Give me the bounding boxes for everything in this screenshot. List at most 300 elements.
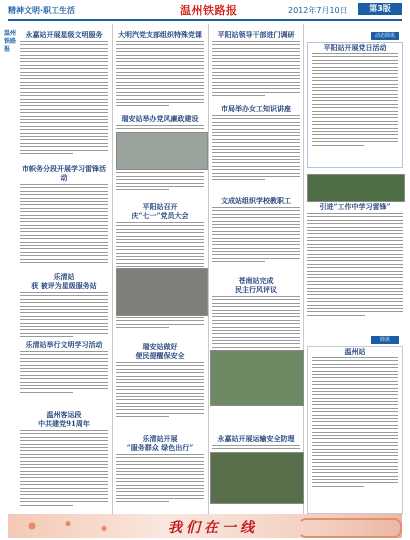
text-line bbox=[20, 295, 108, 296]
article-headline: 平阳站领导干部进门调研 bbox=[217, 30, 295, 39]
article-body bbox=[20, 184, 108, 264]
article-body bbox=[307, 213, 403, 316]
text-line bbox=[312, 411, 398, 412]
text-line bbox=[212, 214, 300, 215]
text-line bbox=[20, 139, 108, 140]
text-line bbox=[312, 134, 398, 135]
text-line bbox=[312, 415, 398, 416]
text-line bbox=[20, 333, 108, 334]
text-line bbox=[20, 248, 108, 249]
text-line bbox=[20, 65, 108, 66]
text-line bbox=[116, 51, 204, 52]
text-line bbox=[212, 251, 300, 252]
text-line bbox=[212, 65, 300, 66]
text-line bbox=[312, 97, 398, 98]
text-line bbox=[312, 111, 398, 112]
text-line bbox=[212, 122, 300, 123]
text-line bbox=[20, 306, 108, 307]
text-line bbox=[20, 450, 108, 451]
text-line bbox=[307, 213, 403, 214]
text-line bbox=[312, 53, 398, 54]
text-line bbox=[312, 442, 398, 443]
article bbox=[212, 104, 300, 192]
text-line bbox=[116, 183, 204, 184]
text-line bbox=[20, 378, 108, 379]
text-line bbox=[212, 48, 300, 49]
text-line bbox=[312, 87, 398, 88]
text-line bbox=[116, 393, 204, 394]
text-line bbox=[20, 312, 108, 313]
text-line bbox=[116, 99, 204, 100]
text-line bbox=[307, 247, 403, 248]
text-line bbox=[116, 386, 204, 387]
text-line bbox=[20, 55, 108, 56]
text-line bbox=[312, 432, 398, 433]
text-line bbox=[312, 63, 398, 64]
text-line bbox=[116, 179, 204, 180]
text-line bbox=[116, 468, 204, 469]
column-1 bbox=[20, 24, 108, 514]
text-line bbox=[20, 433, 108, 434]
text-line bbox=[20, 215, 108, 216]
text-line bbox=[116, 48, 204, 49]
text-line bbox=[116, 389, 204, 390]
text-line bbox=[20, 92, 108, 93]
text-line bbox=[116, 454, 204, 455]
text-line bbox=[212, 75, 300, 76]
text-line bbox=[307, 277, 403, 278]
article bbox=[116, 434, 204, 514]
text-line bbox=[212, 327, 300, 328]
text-line bbox=[307, 220, 403, 221]
header-rule bbox=[8, 19, 402, 21]
text-line bbox=[116, 225, 204, 226]
article-headline: 文成站组织学校教职工 bbox=[221, 196, 291, 205]
text-line bbox=[312, 128, 398, 129]
text-line bbox=[212, 303, 300, 304]
article bbox=[20, 340, 108, 400]
text-line bbox=[307, 257, 403, 258]
text-line bbox=[116, 471, 204, 472]
text-line bbox=[20, 474, 108, 475]
column-divider bbox=[208, 24, 209, 514]
article-headline: 市局举办女工知识讲座 bbox=[221, 104, 291, 113]
text-line bbox=[20, 501, 108, 502]
text-line bbox=[212, 340, 300, 341]
text-line bbox=[20, 447, 108, 448]
text-line bbox=[212, 258, 300, 259]
text-line bbox=[20, 245, 108, 246]
text-line bbox=[212, 234, 300, 235]
text-line bbox=[20, 329, 108, 330]
text-line bbox=[116, 376, 204, 377]
text-line bbox=[212, 221, 300, 222]
text-line bbox=[212, 347, 300, 348]
text-line bbox=[116, 242, 204, 243]
text-line bbox=[20, 351, 108, 352]
text-line bbox=[212, 149, 300, 150]
text-line bbox=[312, 445, 398, 446]
text-line bbox=[20, 477, 108, 478]
news-brief-box bbox=[307, 42, 403, 168]
text-line bbox=[20, 235, 108, 236]
article-headline: 平阳站召开 庆“七一”党员大会 bbox=[131, 202, 189, 220]
text-line bbox=[116, 105, 169, 106]
article bbox=[212, 196, 300, 272]
text-line bbox=[312, 455, 398, 456]
text-line bbox=[20, 388, 108, 389]
text-line bbox=[116, 399, 204, 400]
text-line bbox=[312, 479, 398, 480]
text-line bbox=[212, 152, 300, 153]
article-headline: 引进“工作中学习雷锋” bbox=[319, 202, 391, 211]
text-line bbox=[312, 371, 398, 372]
text-line bbox=[20, 252, 108, 253]
text-line bbox=[307, 315, 365, 316]
text-line bbox=[212, 323, 300, 324]
text-line bbox=[116, 55, 204, 56]
text-line bbox=[20, 153, 73, 154]
text-line bbox=[312, 452, 398, 453]
text-line bbox=[212, 179, 265, 180]
text-line bbox=[312, 131, 398, 132]
text-line bbox=[20, 184, 108, 185]
text-line bbox=[212, 176, 300, 177]
text-line bbox=[20, 126, 108, 127]
article bbox=[20, 272, 108, 338]
text-line bbox=[212, 129, 300, 130]
text-line bbox=[20, 231, 108, 232]
text-line bbox=[116, 61, 204, 62]
text-line bbox=[312, 435, 398, 436]
text-line bbox=[212, 238, 300, 239]
text-line bbox=[312, 121, 398, 122]
text-line bbox=[20, 491, 108, 492]
text-line bbox=[312, 90, 398, 91]
text-line bbox=[20, 75, 108, 76]
text-line bbox=[116, 464, 204, 465]
text-line bbox=[212, 139, 300, 140]
text-line bbox=[20, 467, 108, 468]
article-body bbox=[212, 115, 300, 180]
text-line bbox=[212, 162, 300, 163]
text-line bbox=[116, 172, 204, 173]
text-line bbox=[20, 368, 108, 369]
text-line bbox=[307, 308, 403, 309]
text-line bbox=[116, 474, 204, 475]
text-line bbox=[212, 51, 300, 52]
article bbox=[20, 30, 108, 162]
article-body bbox=[212, 207, 300, 262]
text-line bbox=[116, 488, 204, 489]
text-line bbox=[312, 388, 398, 389]
text-line bbox=[312, 364, 398, 365]
text-line bbox=[116, 58, 204, 59]
text-line bbox=[212, 85, 300, 86]
text-line bbox=[312, 398, 398, 399]
text-line bbox=[116, 78, 204, 79]
text-line bbox=[116, 85, 204, 86]
text-line bbox=[20, 187, 108, 188]
section-tag: 动态简讯 bbox=[371, 32, 399, 40]
text-line bbox=[212, 343, 300, 344]
text-line bbox=[307, 301, 403, 302]
text-line bbox=[312, 425, 398, 426]
text-line bbox=[20, 354, 108, 355]
text-line bbox=[20, 211, 108, 212]
text-line bbox=[312, 462, 398, 463]
article-headline: 大明汽党支部组织特殊党课 bbox=[118, 30, 202, 39]
text-line bbox=[20, 371, 108, 372]
text-line bbox=[20, 336, 73, 337]
text-line bbox=[20, 361, 108, 362]
text-line bbox=[116, 379, 204, 380]
text-line bbox=[116, 65, 204, 66]
text-line bbox=[312, 107, 398, 108]
article bbox=[116, 30, 204, 112]
news-photo bbox=[210, 350, 304, 406]
text-line bbox=[212, 241, 300, 242]
text-line bbox=[312, 428, 398, 429]
text-line bbox=[116, 44, 204, 45]
issue-date: 2012年7月10日 bbox=[288, 6, 348, 15]
text-line bbox=[116, 457, 204, 458]
text-line bbox=[212, 210, 300, 211]
text-line bbox=[20, 136, 108, 137]
article bbox=[212, 30, 300, 100]
text-line bbox=[20, 48, 108, 49]
text-line bbox=[20, 481, 108, 482]
article-headline: 永嘉站开展运输安全防理 bbox=[217, 434, 295, 443]
text-line bbox=[212, 169, 300, 170]
article bbox=[20, 410, 108, 514]
text-line bbox=[20, 198, 108, 199]
text-line bbox=[20, 358, 108, 359]
article-body bbox=[116, 454, 204, 502]
footer-banner bbox=[8, 514, 402, 538]
text-line bbox=[116, 259, 204, 260]
text-line bbox=[312, 469, 398, 470]
text-line bbox=[312, 377, 398, 378]
article-headline: 乐清站 获 被评为星级服务站 bbox=[31, 272, 97, 290]
page-number: 第3版 bbox=[358, 3, 402, 15]
text-line bbox=[212, 173, 300, 174]
text-line bbox=[307, 267, 403, 268]
text-line bbox=[20, 58, 108, 59]
text-line bbox=[20, 143, 108, 144]
text-line bbox=[20, 208, 108, 209]
text-line bbox=[20, 385, 108, 386]
banner-slogan: 我们在一线 bbox=[168, 520, 258, 536]
text-line bbox=[20, 440, 108, 441]
article-body bbox=[212, 41, 300, 96]
text-line bbox=[20, 218, 108, 219]
newspaper-logo: 温州铁路报 bbox=[180, 4, 238, 17]
text-line bbox=[20, 430, 108, 431]
text-line bbox=[20, 68, 108, 69]
text-line bbox=[307, 281, 403, 282]
text-line bbox=[116, 102, 204, 103]
text-line bbox=[307, 294, 403, 295]
text-line bbox=[116, 382, 204, 383]
text-line bbox=[212, 244, 300, 245]
text-line bbox=[307, 291, 403, 292]
text-line bbox=[20, 221, 108, 222]
text-line bbox=[20, 225, 108, 226]
text-line bbox=[20, 494, 108, 495]
text-line bbox=[212, 333, 300, 334]
text-line bbox=[116, 491, 204, 492]
text-line bbox=[212, 254, 300, 255]
article-headline: 瑞安站做好 便民提醒保安全 bbox=[135, 342, 185, 360]
text-line bbox=[116, 409, 204, 410]
text-line bbox=[212, 44, 300, 45]
text-line bbox=[20, 41, 108, 42]
text-line bbox=[312, 60, 398, 61]
text-line bbox=[116, 256, 204, 257]
text-line bbox=[212, 61, 300, 62]
text-line bbox=[212, 445, 300, 446]
text-line bbox=[20, 61, 108, 62]
text-line bbox=[20, 85, 108, 86]
text-line bbox=[20, 119, 108, 120]
text-line bbox=[116, 222, 204, 223]
text-line bbox=[20, 392, 73, 393]
text-line bbox=[307, 237, 403, 238]
text-line bbox=[116, 253, 204, 254]
text-line bbox=[20, 262, 108, 263]
text-line bbox=[20, 259, 108, 260]
text-line bbox=[307, 305, 403, 306]
text-line bbox=[20, 201, 108, 202]
text-line bbox=[116, 501, 169, 502]
text-line bbox=[312, 374, 398, 375]
text-line bbox=[20, 484, 108, 485]
page-header bbox=[0, 0, 410, 22]
text-line bbox=[20, 454, 108, 455]
text-line bbox=[212, 227, 300, 228]
text-line bbox=[20, 323, 108, 324]
text-line bbox=[312, 381, 398, 382]
text-line bbox=[212, 310, 300, 311]
text-line bbox=[20, 437, 108, 438]
text-line bbox=[312, 401, 398, 402]
article-headline: 温州客运段 中共建党91周年 bbox=[38, 410, 90, 428]
text-line bbox=[312, 482, 398, 483]
text-line bbox=[20, 309, 108, 310]
text-line bbox=[116, 95, 204, 96]
text-line bbox=[116, 320, 204, 321]
text-line bbox=[116, 396, 204, 397]
text-line bbox=[20, 150, 108, 151]
text-line bbox=[20, 505, 73, 506]
text-line bbox=[212, 72, 300, 73]
text-line bbox=[116, 372, 204, 373]
section-label: 精神文明·职工生活 bbox=[8, 6, 76, 15]
text-line bbox=[312, 67, 398, 68]
text-line bbox=[116, 327, 169, 328]
text-line bbox=[20, 464, 108, 465]
text-line bbox=[116, 362, 204, 363]
text-line bbox=[116, 249, 204, 250]
text-line bbox=[20, 375, 108, 376]
text-line bbox=[116, 485, 204, 486]
text-line bbox=[116, 416, 169, 417]
column-divider bbox=[303, 24, 304, 514]
text-line bbox=[20, 95, 108, 96]
column-divider bbox=[112, 24, 113, 514]
text-line bbox=[116, 92, 204, 93]
text-line bbox=[312, 438, 398, 439]
text-line bbox=[20, 112, 108, 113]
text-line bbox=[312, 145, 364, 146]
text-line bbox=[212, 166, 300, 167]
text-line bbox=[212, 132, 300, 133]
text-line bbox=[312, 124, 398, 125]
article bbox=[20, 164, 108, 264]
text-line bbox=[116, 478, 204, 479]
text-line bbox=[307, 227, 403, 228]
text-line bbox=[116, 125, 204, 126]
article-headline: 永嘉站开展星级文明服务 bbox=[25, 30, 103, 39]
text-line bbox=[212, 58, 300, 59]
text-line bbox=[312, 476, 398, 477]
text-line bbox=[212, 159, 300, 160]
text-line bbox=[116, 324, 204, 325]
text-line bbox=[312, 421, 398, 422]
text-line bbox=[307, 216, 403, 217]
text-line bbox=[20, 204, 108, 205]
article bbox=[116, 342, 204, 428]
text-line bbox=[307, 230, 403, 231]
text-line bbox=[212, 55, 300, 56]
text-line bbox=[212, 299, 300, 300]
text-line bbox=[20, 255, 108, 256]
text-line bbox=[116, 317, 204, 318]
text-line bbox=[20, 498, 108, 499]
text-line bbox=[312, 472, 398, 473]
text-line bbox=[212, 448, 300, 449]
text-line bbox=[116, 72, 204, 73]
text-line bbox=[20, 238, 108, 239]
text-line bbox=[116, 229, 204, 230]
text-line bbox=[307, 254, 403, 255]
text-line bbox=[312, 77, 398, 78]
text-line bbox=[312, 56, 398, 57]
text-line bbox=[212, 41, 300, 42]
text-line bbox=[307, 264, 403, 265]
text-line bbox=[20, 457, 108, 458]
text-line bbox=[212, 248, 300, 249]
text-line bbox=[212, 337, 300, 338]
text-line bbox=[307, 250, 403, 251]
text-line bbox=[312, 449, 398, 450]
text-line bbox=[312, 73, 398, 74]
text-line bbox=[116, 495, 204, 496]
text-line bbox=[212, 296, 300, 297]
text-line bbox=[20, 471, 108, 472]
text-line bbox=[20, 105, 108, 106]
text-line bbox=[116, 239, 204, 240]
text-line bbox=[212, 320, 300, 321]
text-line bbox=[116, 128, 204, 129]
text-line bbox=[116, 413, 204, 414]
text-line bbox=[212, 95, 265, 96]
text-line bbox=[20, 299, 108, 300]
text-line bbox=[116, 186, 204, 187]
text-line bbox=[312, 418, 398, 419]
text-line bbox=[312, 384, 398, 385]
